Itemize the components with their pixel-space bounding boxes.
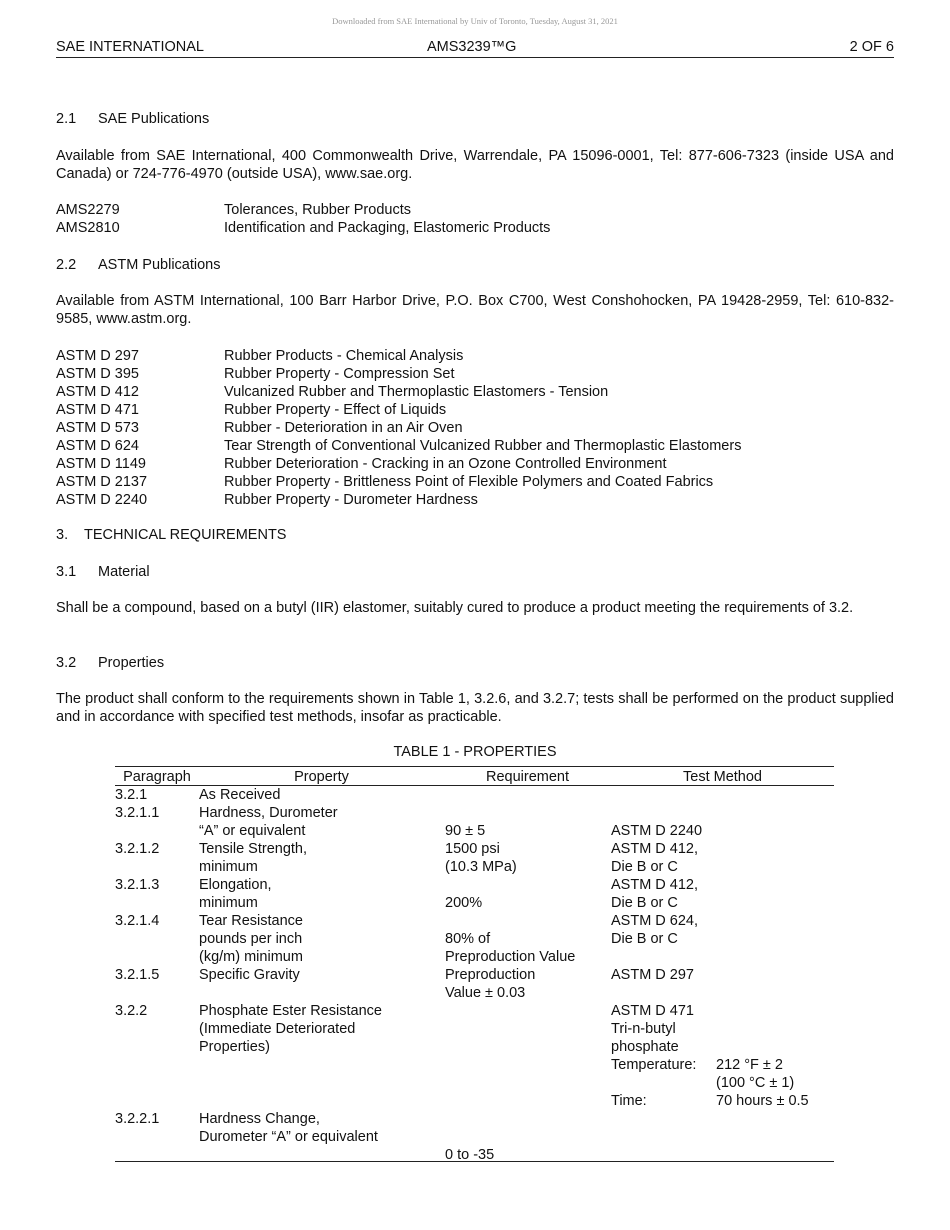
reference-row xyxy=(56,437,894,455)
reference-code: AMS2279 xyxy=(56,202,120,218)
test-method-value-cell: (100 °C ± 1) xyxy=(716,1075,795,1091)
reference-title: Rubber Property - Effect of Liquids xyxy=(224,402,447,418)
paragraph-cell: 3.2.1.4 xyxy=(115,913,160,929)
col-header-paragraph: Paragraph xyxy=(123,769,191,785)
test-method-cell: Temperature: xyxy=(611,1057,697,1073)
requirement-cell: Preproduction Value xyxy=(445,949,576,965)
property-cell: As Received xyxy=(199,787,281,803)
section-2-1-heading xyxy=(56,110,209,128)
test-method-cell: Die B or C xyxy=(611,895,678,911)
reference-row xyxy=(56,347,894,365)
reference-code: ASTM D 624 xyxy=(56,438,139,454)
test-method-cell: Die B or C xyxy=(611,859,678,875)
reference-title: Rubber Property - Brittleness Point of Flexible Polymers and Coated Fabrics xyxy=(224,474,714,490)
section-2-2-heading xyxy=(56,256,221,274)
test-method-cell: ASTM D 2240 xyxy=(611,823,703,839)
property-cell: Tear Resistance xyxy=(199,913,303,929)
reference-title: Tolerances, Rubber Products xyxy=(224,202,411,218)
reference-row xyxy=(56,473,894,491)
reference-title: Identification and Packaging, Elastomeric Products xyxy=(224,220,551,236)
paragraph-cell: 3.2.1 xyxy=(115,787,148,803)
reference-code: AMS2810 xyxy=(56,220,120,236)
section-3-1-heading xyxy=(56,563,150,581)
section-3-1-text: Shall be a compound, based on a butyl (IIR) elastomer, suitably cured to produce a product meeting the requirements of 3.2. xyxy=(56,600,854,616)
reference-code: ASTM D 2137 xyxy=(56,474,148,490)
property-cell: Properties) xyxy=(199,1039,270,1055)
header-page-number: 2 OF 6 xyxy=(849,39,894,55)
property-cell: Specific Gravity xyxy=(199,967,300,983)
reference-title: Rubber Property - Durometer Hardness xyxy=(224,492,478,508)
property-cell: Hardness, Durometer xyxy=(199,805,338,821)
section-title: Properties xyxy=(98,655,165,671)
reference-code: ASTM D 471 xyxy=(56,402,139,418)
reference-row xyxy=(56,455,894,473)
requirement-cell: 90 ± 5 xyxy=(445,823,486,839)
header-document-number: AMS3239™G xyxy=(427,39,517,55)
table-title: TABLE 1 - PROPERTIES xyxy=(393,744,557,760)
requirement-cell: 1500 psi xyxy=(445,841,500,857)
property-cell: (Immediate Deteriorated xyxy=(199,1021,356,1037)
table-bottom-rule xyxy=(115,1161,834,1162)
download-watermark: Downloaded from SAE International by Univ of Toronto, Tuesday, August 31, 2021 xyxy=(332,16,618,26)
requirement-cell: (10.3 MPa) xyxy=(445,859,517,875)
test-method-cell: ASTM D 412, xyxy=(611,877,699,893)
test-method-value-cell: 70 hours ± 0.5 xyxy=(716,1093,809,1109)
reference-code: ASTM D 412 xyxy=(56,384,139,400)
reference-code: ASTM D 2240 xyxy=(56,492,148,508)
section-title: TECHNICAL REQUIREMENTS xyxy=(84,527,287,543)
paragraph-cell: 3.2.1.5 xyxy=(115,967,160,983)
section-number: 3.1 xyxy=(56,564,77,580)
property-cell: Tensile Strength, xyxy=(199,841,308,857)
reference-row xyxy=(56,201,894,219)
test-method-cell: ASTM D 412, xyxy=(611,841,699,857)
property-cell: minimum xyxy=(199,859,258,875)
requirement-cell: Value ± 0.03 xyxy=(445,985,526,1001)
property-cell: Phosphate Ester Resistance xyxy=(199,1003,382,1019)
requirement-cell: Preproduction xyxy=(445,967,536,983)
property-cell: Hardness Change, xyxy=(199,1111,320,1127)
reference-row xyxy=(56,491,894,509)
reference-row xyxy=(56,401,894,419)
reference-title: Vulcanized Rubber and Thermoplastic Elastomers - Tension xyxy=(224,384,609,400)
section-2-1-text: Available from SAE International, 400 Commonwealth Drive, Warrendale, PA 15096-0001, Tel: 877-606-7323 (inside USA and Canada) or 724-776-4970 (outside USA), www.sae.org. xyxy=(56,148,894,182)
col-header-property: Property xyxy=(294,769,349,785)
paragraph-cell: 3.2.1.3 xyxy=(115,877,160,893)
section-title: SAE Publications xyxy=(98,111,210,127)
section-2-2-text: Available from ASTM International, 100 Barr Harbor Drive, P.O. Box C700, West Conshohocken, PA 19428-2959, Tel: 610-832-9585, www.astm.org. xyxy=(56,293,894,327)
paragraph-cell: 3.2.1.2 xyxy=(115,841,160,857)
section-3-2-heading xyxy=(56,654,164,672)
requirement-cell: 0 to -35 xyxy=(445,1147,495,1163)
reference-title: Rubber Deterioration - Cracking in an Ozone Controlled Environment xyxy=(224,456,667,472)
table-top-rule xyxy=(115,766,834,767)
header-organization: SAE INTERNATIONAL xyxy=(56,39,204,55)
reference-title: Rubber - Deterioration in an Air Oven xyxy=(224,420,463,436)
property-cell: minimum xyxy=(199,895,258,911)
requirement-cell: 80% of xyxy=(445,931,491,947)
paragraph-cell: 3.2.2 xyxy=(115,1003,148,1019)
test-method-value-cell: 212 °F ± 2 xyxy=(716,1057,783,1073)
header-rule xyxy=(56,57,894,58)
section-3-2-text: The product shall conform to the requirements shown in Table 1, 3.2.6, and 3.2.7; tests shall be performed on the product supplied and in accordance with specified test methods, insofar as practicable. xyxy=(56,691,894,725)
col-header-requirement: Requirement xyxy=(485,769,569,785)
section-number: 2.1 xyxy=(56,111,77,127)
reference-row xyxy=(56,419,894,437)
test-method-cell: Tri-n-butyl xyxy=(611,1021,676,1037)
paragraph-cell: 3.2.2.1 xyxy=(115,1111,160,1127)
col-header-test-method: Test Method xyxy=(683,769,762,785)
test-method-cell: ASTM D 297 xyxy=(611,967,694,983)
test-method-cell: Time: xyxy=(611,1093,647,1109)
section-number: 3.2 xyxy=(56,655,77,671)
reference-code: ASTM D 573 xyxy=(56,420,139,436)
reference-title: Tear Strength of Conventional Vulcanized Rubber and Thermoplastic Elastomers xyxy=(224,438,742,454)
reference-code: ASTM D 1149 xyxy=(56,456,146,472)
property-cell: “A” or equivalent xyxy=(199,823,306,839)
test-method-cell: ASTM D 471 xyxy=(611,1003,694,1019)
reference-code: ASTM D 395 xyxy=(56,366,139,382)
reference-code: ASTM D 297 xyxy=(56,348,139,364)
reference-row xyxy=(56,365,894,383)
test-method-cell: Die B or C xyxy=(611,931,678,947)
section-title: Material xyxy=(98,564,150,580)
property-cell: Elongation, xyxy=(199,877,272,893)
section-title: ASTM Publications xyxy=(98,257,221,273)
reference-row xyxy=(56,383,894,401)
test-method-cell: ASTM D 624, xyxy=(611,913,699,929)
reference-title: Rubber Property - Compression Set xyxy=(224,366,455,382)
paragraph-cell: 3.2.1.1 xyxy=(115,805,160,821)
property-cell: pounds per inch xyxy=(199,931,303,947)
requirement-cell: 200% xyxy=(445,895,483,911)
section-number: 2.2 xyxy=(56,257,77,273)
section-number: 3. xyxy=(56,527,69,543)
section-3-heading xyxy=(56,526,286,544)
reference-row xyxy=(56,219,894,237)
reference-title: Rubber Products - Chemical Analysis xyxy=(224,348,464,364)
test-method-cell: phosphate xyxy=(611,1039,679,1055)
property-cell: (kg/m) minimum xyxy=(199,949,303,965)
property-cell: Durometer “A” or equivalent xyxy=(199,1129,378,1145)
